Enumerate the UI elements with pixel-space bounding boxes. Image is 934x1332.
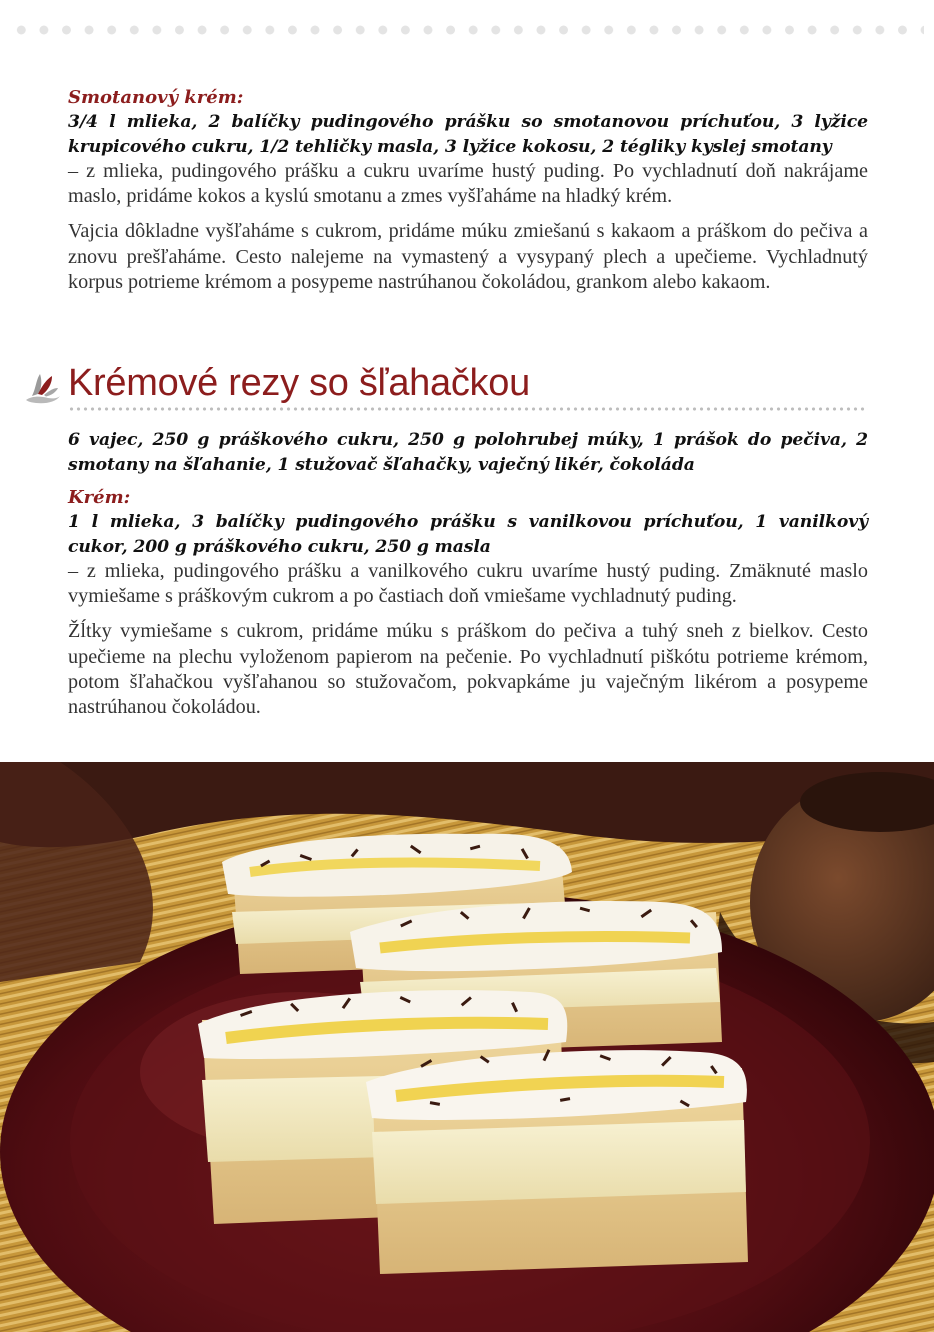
leaf-flourish-icon [22,366,62,406]
recipe-section [68,428,868,720]
cake-photo [0,762,934,1332]
cream-subtitle: Smotanový krém: [68,87,244,108]
recipe-ingredients: 6 vajec, 250 g práškového cukru, 250 g polohrubej múky, 1 prášok do pečiva, 2 smotany na šľahanie, 1 stužovač šľahačky, vaječný likér, čokoláda [68,430,868,475]
cream-instruction: – z mlieka, pudingového prášku a cukru uvaríme hustý puding. Po vychladnutí doň nakrájame maslo, pridáme kokos a kyslú smotanu a zmes vyšľaháme na hladký krém. [68,160,868,208]
method-text: Vajcia dôkladne vyšľaháme s cukrom, pridáme múku zmiešanú s kakaom a práškom do pečiva a znovu prešľaháme. Cesto nalejeme na vymastený a vysypaný plech a upečieme. Vychladnutý korpus potrieme krémom a posypeme nastrúhanou čokoládou, grankom alebo kakaom. [68,220,868,293]
cream-ingredients: 3/4 l mlieka, 2 balíčky pudingového prášku so smotanovou príchuťou, 3 lyžice krupicového cukru, 1/2 tehličky masla, 3 lyžice kokosu, 2 tégliky kyslej smotany [68,112,868,157]
recipe-title: Krémové rezy so šľahačkou [68,362,530,404]
decorative-dot-border [10,24,924,36]
krem-instruction: – z mlieka, pudingového prášku a vanilkového cukru uvaríme hustý puding. Zmäknuté maslo vymiešame s práškovým cukrom a po častiach doň vmiešame vychladnutý puding. [68,560,868,608]
krem-subtitle: Krém: [68,487,131,508]
dotted-divider [68,406,868,412]
recipe-method: Žĺtky vymiešame s cukrom, pridáme múku s práškom do pečiva a tuhý sneh z bielkov. Cesto upečieme na plechu vyloženom papierom na pečenie. Po vychladnutí piškótu potrieme krémom, potom šľahačkou vyšľahanou so stužovačom, pokvapkáme ju vaječným likérom a posypeme nastrúhanou čokoládou. [68,620,868,719]
cream-section [68,86,868,295]
krem-ingredients: 1 l mlieka, 3 balíčky pudingového prášku s vanilkovou príchuťou, 1 vanilkový cukor, 200 g práškového cukru, 250 g masla [68,512,868,557]
recipe-heading [22,356,868,416]
